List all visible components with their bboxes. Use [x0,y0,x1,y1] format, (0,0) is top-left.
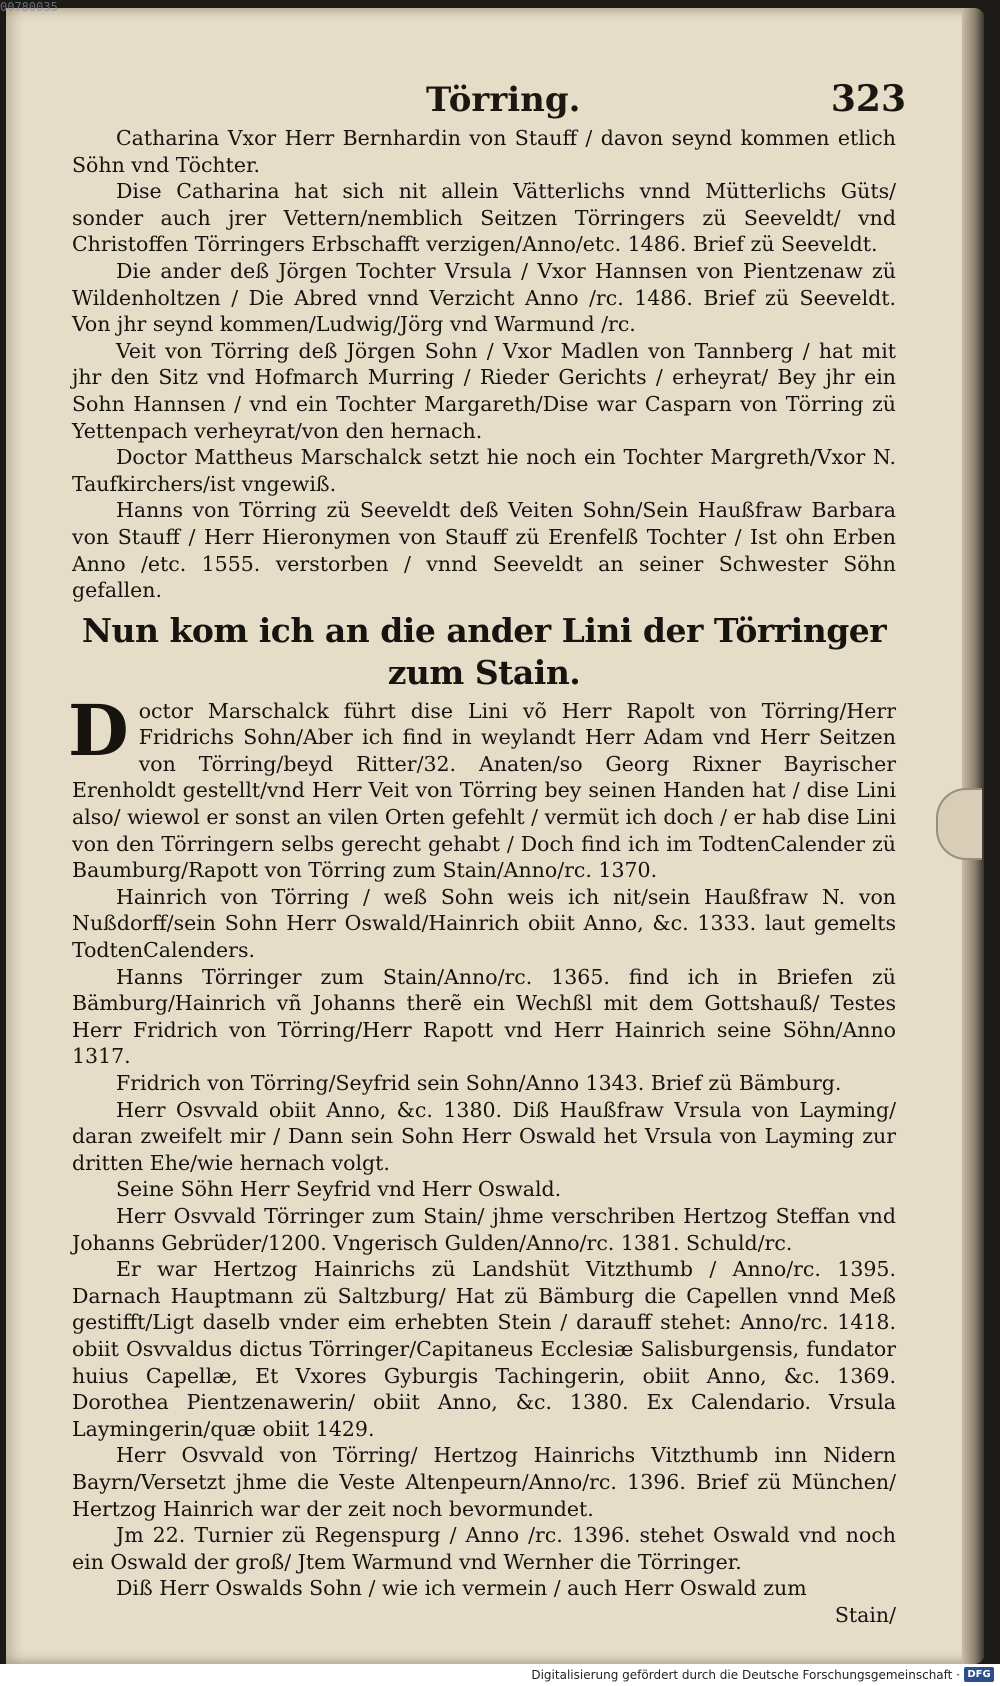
paragraph: Hanns von Törring zü Seeveldt deß Veiten Sohn/Sein Haußfraw Barbara von Stauff / Herr Hieronymen von Stauff zü Erenfelß Tochter / Ist ohn Erben Anno /etc. 1555. verstorben / vnnd Seeveldt an seiner Schwester Söhn gefallen. [72,498,896,603]
paragraph: Seine Söhn Herr Seyfrid vnd Herr Oswald. [116,1177,562,1202]
section-heading: Nun kom ich an die ander Lini der Törringer zum Stain. [81,610,887,692]
section-intro-text: octor Marschalck führt dise Lini võ Herr Rapolt von Törring/Herr Fridrichs Sohn/Aber ich find in weylandt Herr Adam vnd Herr Seitzen von Törring/beyd Ritter/32. Anaten/so Georg Rixner Bayrischer Erenholdt gestellt/vnd Herr Veit von Törring bey seinen Handen hat / dise Lini also/ wiewol er sonst an vilen Orten gefehlt / vermüt ich doch / er hab dise Lini von den Törringern selbs gerecht gehabt / Doch find ich im TodtenCalender zü Baumburg/Rapott von Törring zum Stain/Anno/rc. 1370. [72,698,896,883]
paragraph: Hanns Törringer zum Stain/Anno/rc. 1365. find ich in Briefen zü Bämburg/Hainrich vñ Johanns therẽ ein Wechßl mit dem Gottshauß/ Testes Herr Fridrich von Törring/Herr Rapott vnd Herr Hainrich seine Söhn/Anno 1317. [72,964,896,1069]
catchword: Stain/ [834,1602,896,1627]
paragraph: Herr Osvvald Törringer zum Stain/ jhme verschriben Hertzog Steffan vnd Johanns Gebrüder/1200. Vngerisch Gulden/Anno/rc. 1381. Schuld/rc. [72,1203,896,1255]
running-title: Törring. [426,80,581,120]
paragraph: Er war Hertzog Hainrichs zü Landshüt Vitzthumb / Anno/rc. 1395. Darnach Hauptmann zü Saltzburg/ Hat zü Bämburg die Capellen vnnd Meß gestifft/Ligt daselb vnder eim erhebten Stein / darauff stehet: Anno/rc. 1418. obiit Osvvaldus dictus Törringer/Capitaneus Ecclesiæ Salisburgensis, fundator huius Capellæ, Et Vxores Gyburgis Tachingerin, obiit Anno, &c. 1369. Dorothea Pientzenawerin/ obiit Anno, &c. 1380. Ex Calendario. Vrsula Laymingerin/quæ obiit 1429. [72,1257,896,1441]
footer-credit: Digitalisierung gefördert durch die Deutsche Forschungsgemeinschaft · [531,1668,960,1682]
paragraph: Herr Osvvald von Törring/ Hertzog Hainrichs Vitzthumb inn Nidern Bayrn/Versetzt jhme die Veste Altenpeurn/Anno/rc. 1396. Brief zü München/ Hertzog Hainrich war der zeit noch bevormundet. [72,1443,896,1521]
scan-id-stamp: 00780035 [0,0,58,14]
section-intro [68,688,896,884]
dfg-logo-icon: DFG [964,1667,994,1682]
paragraph: Herr Osvvald obiit Anno, &c. 1380. Diß Haußfraw Vrsula von Layming/ daran zweifelt mir / Dann sein Sohn Herr Oswald het Vrsula von Layming zur dritten Ehe/wie hernach volgt. [72,1097,896,1175]
paragraph: Veit von Törring deß Jörgen Sohn / Vxor Madlen von Tannberg / hat mit jhr den Sitz vnd Hofmarch Murring / Rieder Gerichts / erheyrat/ Bey jhr ein Sohn Hannsen / vnd ein Tochter Margareth/Dise war Casparn von Törring zü Yettenpach verheyrat/von den hernach. [72,338,896,443]
paragraph: Hainrich von Törring / weß Sohn weis ich nit/sein Haußfraw N. von Nußdorff/sein Sohn Herr Oswald/Hainrich obiit Anno, &c. 1333. laut gemelts TodtenCalenders. [72,884,896,963]
paragraph: Dise Catharina hat sich nit allein Vätterlichs vnnd Mütterlichs Güts/ sonder auch jrer Vettern/nemblich Seitzen Törringers zü Seeveldt/ vnd Christoffen Törringers Erbschafft verzigen/Anno/etc. 1486. Brief zü Seeveldt. [72,179,896,257]
paragraph: Diß Herr Oswalds Sohn / wie ich vermein / auch Herr Oswald zum [116,1576,807,1601]
drop-cap: D [68,688,129,772]
digitization-footer [0,1664,1000,1686]
paragraph: Doctor Mattheus Marschalck setzt hie noch ein Tochter Margreth/Vxor N. Taufkirchers/ist vngewiß. [72,445,896,496]
paragraph: Jm 22. Turnier zü Regenspurg / Anno /rc. 1396. stehet Oswald vnd noch ein Oswald der groß/ Jtem Warmund vnd Wernher die Törringer. [72,1523,896,1574]
bookmark-ribbon [936,788,982,860]
paragraph: Die ander deß Jörgen Tochter Vrsula / Vxor Hannsen von Pientzenaw zü Wildenholtzen / Die Abred vnnd Verzicht Anno /rc. 1486. Brief zü Seeveldt. Von jhr seynd kommen/Ludwig/Jörg vnd Warmund /rc. [72,258,896,337]
paragraph: Fridrich von Törring/Seyfrid sein Sohn/Anno 1343. Brief zü Bämburg. [116,1071,842,1095]
body-text [68,125,896,1628]
page-header [66,70,906,124]
paragraph: Catharina Vxor Herr Bernhardin von Stauff / davon seynd kommen etlich Söhn vnd Töchter. [72,126,896,177]
page-number: 323 [830,78,906,120]
book-page [6,8,984,1664]
